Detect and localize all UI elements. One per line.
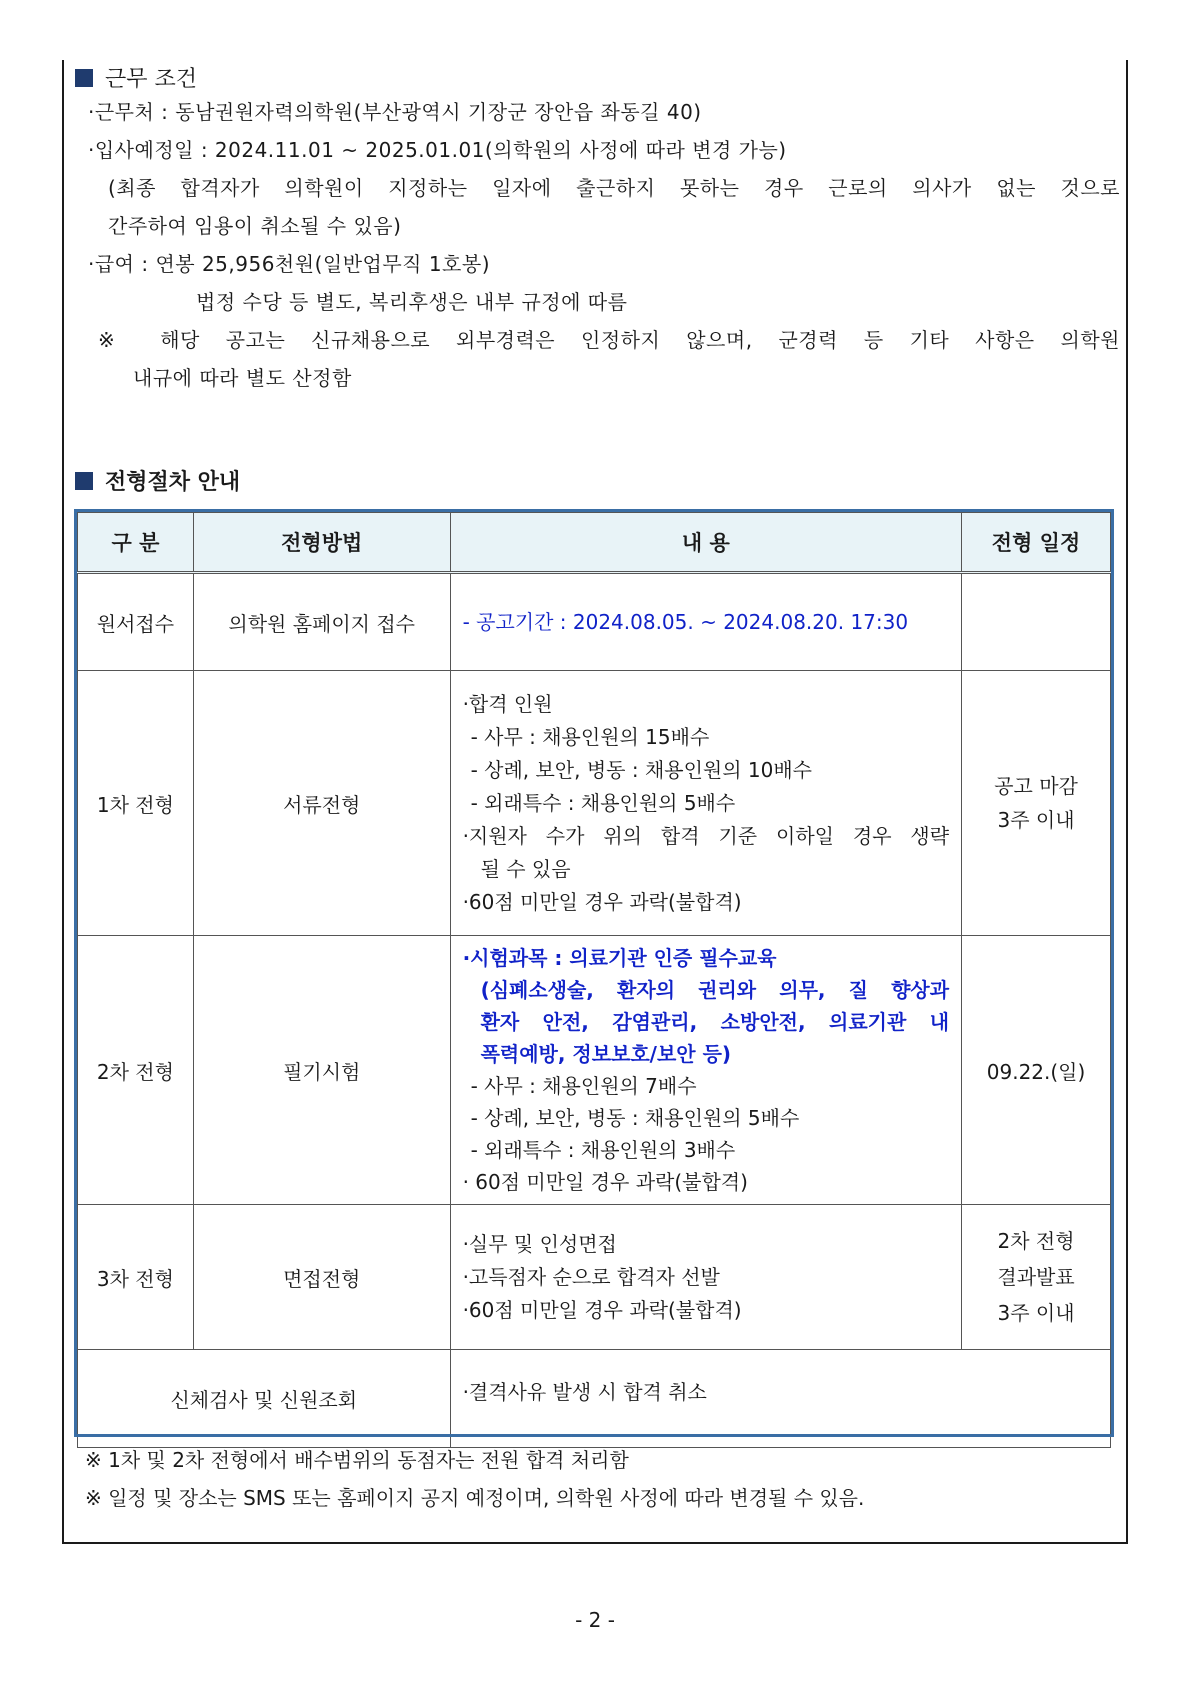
header-method: 전형방법 xyxy=(193,513,450,573)
content-line: - 상례, 보안, 병동 : 채용인원의 5배수 xyxy=(470,1106,800,1130)
content-line: - 사무 : 채용인원의 7배수 xyxy=(470,1074,697,1098)
content-line: 폭력예방, 정보보호/보안 등) xyxy=(480,1042,732,1066)
content-cell xyxy=(450,936,962,1205)
content-line: - 사무 : 채용인원의 15배수 xyxy=(470,724,710,749)
content-line: ·고득점자 순으로 합격자 선발 xyxy=(462,1264,720,1289)
schedule-cell xyxy=(962,573,1111,671)
note-schedule: ※ 일정 및 장소는 SMS 또는 홈페이지 공지 예정이며, 의학원 사정에 따라 변경될 수 있음. xyxy=(85,1486,865,1510)
schedule-cell: 09.22.(일) xyxy=(962,936,1111,1205)
stage-cell: 원서접수 xyxy=(78,573,194,671)
content-line: · 60점 미만일 경우 과락(불합격) xyxy=(462,1170,748,1194)
square-bullet-icon xyxy=(75,472,93,490)
application-period: - 공고기간 : 2024.08.05. ~ 2024.08.20. 17:30 xyxy=(462,609,909,634)
square-bullet-icon xyxy=(75,69,93,87)
schedule-cell: 2차 전형 결과발표 3주 이내 xyxy=(962,1205,1111,1350)
section-title-work-conditions: 근무 조건 xyxy=(75,62,197,93)
content-line: (심폐소생술, 환자의 권리와 의무, 질 향상과 xyxy=(480,978,950,1002)
header-content: 내 용 xyxy=(450,513,962,573)
table-row xyxy=(78,1205,1111,1350)
selection-table xyxy=(77,512,1111,1448)
header-stage: 구 분 xyxy=(78,513,194,573)
section-title-selection: 전형절차 안내 xyxy=(75,465,240,496)
content-cell xyxy=(450,1205,962,1350)
work-location: ·근무처 : 동남권원자력의학원(부산광역시 기장군 장안읍 좌동길 40) xyxy=(88,100,702,124)
header-schedule: 전형 일정 xyxy=(962,513,1111,573)
schedule-cell: 공고 마감 3주 이내 xyxy=(962,671,1111,936)
start-date-note-cont: 간주하여 임용이 취소될 수 있음) xyxy=(108,214,402,238)
content-line: ·합격 인원 xyxy=(462,691,553,716)
table-row xyxy=(78,671,1111,936)
table-row xyxy=(78,573,1111,671)
table-header-row xyxy=(78,513,1111,573)
content-line: ·실무 및 인성면접 xyxy=(462,1231,617,1256)
start-date: ·입사예정일 : 2024.11.01 ~ 2025.01.01(의학원의 사정에 따라 변경 가능) xyxy=(88,138,787,162)
content-line: - 상례, 보안, 병동 : 채용인원의 10배수 xyxy=(470,757,812,782)
start-date-note: (최종 합격자가 의학원이 지정하는 일자에 출근하지 못하는 경우 근로의 의사가 없는 것으로 xyxy=(108,176,1120,200)
content-cell xyxy=(450,671,962,936)
method-cell: 면접전형 xyxy=(193,1205,450,1350)
stage-cell: 3차 전형 xyxy=(78,1205,194,1350)
content-line: ·시험과목 : 의료기관 인증 필수교육 xyxy=(462,946,777,970)
method-cell: 서류전형 xyxy=(193,671,450,936)
content-line: ·결격사유 발생 시 합격 취소 xyxy=(462,1380,707,1404)
stage-cell: 신체검사 및 신원조회 xyxy=(78,1350,451,1448)
career-note-cont: 내규에 따라 별도 산정함 xyxy=(133,366,352,390)
content-line: ·60점 미만일 경우 과락(불합격) xyxy=(462,889,742,914)
method-cell: 필기시험 xyxy=(193,936,450,1205)
content-line: ·60점 미만일 경우 과락(불합격) xyxy=(462,1297,742,1322)
content-line: ·지원자 수가 위의 합격 기준 이하일 경우 생략 xyxy=(462,823,950,848)
content-cell xyxy=(450,1350,1110,1448)
content-line: - 외래특수 : 채용인원의 5배수 xyxy=(470,790,736,815)
page-number: - 2 - xyxy=(575,1608,615,1632)
salary-note: 법정 수당 등 별도, 복리후생은 내부 규정에 따름 xyxy=(196,290,628,314)
stage-cell: 1차 전형 xyxy=(78,671,194,936)
content-line: 될 수 있음 xyxy=(480,856,571,881)
salary: ·급여 : 연봉 25,956천원(일반업무직 1호봉) xyxy=(88,252,490,276)
stage-cell: 2차 전형 xyxy=(78,936,194,1205)
method-cell: 의학원 홈페이지 접수 xyxy=(193,573,450,671)
career-note: ※ 해당 공고는 신규채용으로 외부경력은 인정하지 않으며, 군경력 등 기타 사항은 의학원 xyxy=(98,328,1120,352)
table-row xyxy=(78,1350,1111,1448)
table-row xyxy=(78,936,1111,1205)
content-line: 환자 안전, 감염관리, 소방안전, 의료기관 내 xyxy=(480,1010,950,1034)
note-tie: ※ 1차 및 2차 전형에서 배수범위의 동점자는 전원 합격 처리함 xyxy=(85,1448,629,1472)
content-line: - 외래특수 : 채용인원의 3배수 xyxy=(470,1138,736,1162)
content-cell xyxy=(450,573,962,671)
